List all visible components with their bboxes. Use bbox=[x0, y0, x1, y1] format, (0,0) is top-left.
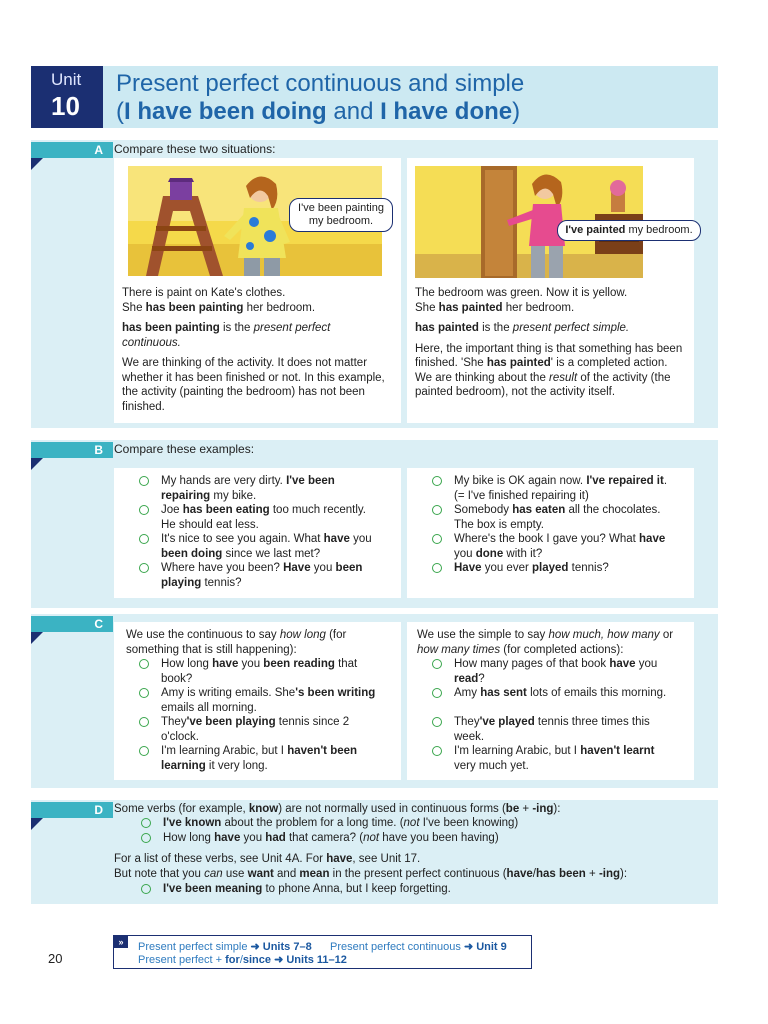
bullet-icon bbox=[139, 476, 149, 486]
bullet-icon bbox=[141, 818, 151, 828]
unit-word: Unit bbox=[51, 70, 82, 89]
page-subtitle: (I have been doing and I have done) bbox=[116, 98, 521, 125]
bullet-icon bbox=[139, 534, 149, 544]
bullet-icon bbox=[141, 833, 151, 843]
tab-corner bbox=[31, 158, 43, 170]
list-item: Joe has been eating too much recently. He should eat less. bbox=[139, 503, 379, 532]
speech-bubble-right: I've painted my bedroom. bbox=[557, 220, 701, 241]
list-item: Have you ever played tennis? bbox=[432, 561, 672, 576]
list-item: How many pages of that book have you read? bbox=[432, 657, 677, 686]
section-a-right-text: The bedroom was green. Now it is yellow. She has painted her bedroom. has painted is the present perfect simple. Here, the important thing is that something has been finished. 'She has painted' is a completed action. We are thinking about the result of the activity (the painted bedroom), not the activity itself. bbox=[415, 287, 683, 398]
bullet-icon bbox=[139, 688, 149, 698]
list-item: I've known about the problem for a long time. (not I've been knowing) bbox=[141, 816, 701, 831]
bullet-icon bbox=[432, 534, 442, 544]
page-title: Present perfect continuous and simple bbox=[116, 70, 525, 97]
section-a-intro: Compare these two situations: bbox=[114, 142, 276, 156]
list-item: I'm learning Arabic, but I haven't learnt very much yet. bbox=[432, 744, 677, 773]
page-number: 20 bbox=[48, 951, 63, 966]
section-c-tab: C bbox=[31, 616, 113, 632]
section-a-left-text: There is paint on Kate's clothes. She has been painting her bedroom. has been painting is the present perfect continuous. We are thinking of the activity. It does not matter whether it has been finished or not. In this example, the activity (painting the bedroom) has not been finished. bbox=[122, 287, 385, 413]
bullet-icon bbox=[432, 746, 442, 756]
list-item: How long have you been reading that book? bbox=[139, 657, 384, 686]
section-c-right-intro: We use the simple to say how much, how many or how many times (for completed actions): bbox=[417, 629, 674, 656]
section-c bbox=[31, 614, 718, 788]
list-item: Where's the book I gave you? What have you done with it? bbox=[432, 532, 672, 561]
list-item: I'm learning Arabic, but I haven't been learning it very long. bbox=[139, 744, 384, 773]
tab-corner bbox=[31, 458, 43, 470]
section-d-tab: D bbox=[31, 802, 113, 818]
list-item: My bike is OK again now. I've repaired it. (= I've finished repairing it) bbox=[432, 474, 672, 503]
list-item: Somebody has eaten all the chocolates. The box is empty. bbox=[432, 503, 672, 532]
section-c-right-panel bbox=[407, 622, 694, 780]
cross-reference-line[interactable]: Present perfect simple ➜ Units 7–8 Present perfect continuous ➜ Unit 9 bbox=[138, 941, 507, 953]
section-d-note-2: But note that you can use want and mean in the present perfect continuous (have/has been + -ing): bbox=[114, 868, 628, 880]
speech-bubble-left: I've been painting my bedroom. bbox=[289, 198, 393, 232]
section-b-intro: Compare these examples: bbox=[114, 442, 255, 456]
list-item: It's nice to see you again. What have you been doing since we last met? bbox=[139, 532, 379, 561]
bullet-icon bbox=[432, 563, 442, 573]
bullet-icon bbox=[432, 688, 442, 698]
section-a-right-panel bbox=[407, 158, 694, 423]
section-a-tab: A bbox=[31, 142, 113, 158]
section-d-intro: Some verbs (for example, know) are not normally used in continuous forms (be + -ing): bbox=[114, 803, 561, 815]
section-d-note: For a list of these verbs, see Unit 4A. For have, see Unit 17. bbox=[114, 853, 421, 865]
bullet-icon bbox=[432, 717, 442, 727]
bullet-icon bbox=[432, 505, 442, 515]
list-item: Amy has sent lots of emails this morning. bbox=[432, 686, 677, 701]
section-c-left-panel bbox=[114, 622, 401, 780]
bullet-icon bbox=[139, 717, 149, 727]
unit-badge bbox=[31, 66, 103, 128]
list-item: They've played tennis three times this week. bbox=[432, 715, 677, 744]
bullet-icon bbox=[141, 884, 151, 894]
section-d bbox=[31, 800, 718, 904]
list-item: How long have you had that camera? (not have you been having) bbox=[141, 831, 701, 846]
list-item: They've been playing tennis since 2 o'clock. bbox=[139, 715, 384, 744]
double-chevron-icon: » bbox=[114, 936, 128, 948]
cross-reference-line[interactable]: Present perfect + for/since ➜ Units 11–12 bbox=[138, 954, 347, 966]
list-item: Amy is writing emails. She's been writing emails all morning. bbox=[139, 686, 384, 715]
tab-corner bbox=[31, 632, 43, 644]
section-b-right-panel bbox=[407, 468, 694, 598]
bullet-icon bbox=[432, 659, 442, 669]
list-item: Where have you been? Have you been playing tennis? bbox=[139, 561, 379, 590]
bullet-icon bbox=[139, 659, 149, 669]
list-item: I've been meaning to phone Anna, but I keep forgetting. bbox=[141, 882, 701, 897]
section-b bbox=[31, 440, 718, 608]
bullet-icon bbox=[139, 563, 149, 573]
section-b-tab: B bbox=[31, 442, 113, 458]
bullet-icon bbox=[139, 746, 149, 756]
section-b-left-panel bbox=[114, 468, 401, 598]
list-item: My hands are very dirty. I've been repairing my bike. bbox=[139, 474, 379, 503]
bullet-icon bbox=[432, 476, 442, 486]
bullet-icon bbox=[139, 505, 149, 515]
tab-corner bbox=[31, 818, 43, 830]
unit-number: 10 bbox=[51, 91, 80, 121]
section-a-left-panel bbox=[114, 158, 401, 423]
section-c-left-intro: We use the continuous to say how long (for something that is still happening): bbox=[126, 629, 347, 656]
cross-reference-box bbox=[113, 935, 532, 969]
section-a bbox=[31, 140, 718, 428]
